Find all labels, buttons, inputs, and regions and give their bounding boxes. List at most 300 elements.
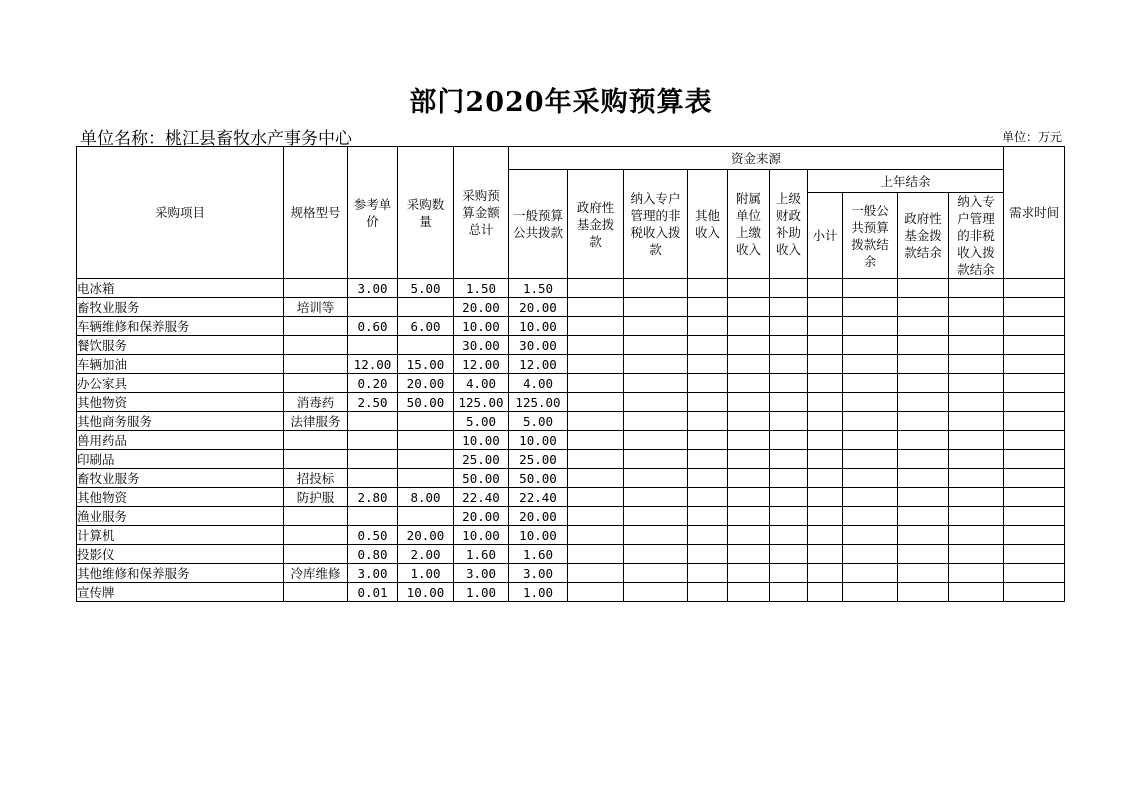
empty-cell xyxy=(898,545,949,564)
quantity-cell xyxy=(398,450,454,469)
empty-cell xyxy=(843,469,898,488)
general-budget-cell: 50.00 xyxy=(509,469,568,488)
empty-cell xyxy=(568,431,624,450)
empty-cell xyxy=(1004,564,1065,583)
empty-cell xyxy=(568,355,624,374)
empty-cell xyxy=(624,431,688,450)
empty-cell xyxy=(688,374,728,393)
empty-cell xyxy=(568,336,624,355)
spec-cell xyxy=(284,279,348,298)
empty-cell xyxy=(898,507,949,526)
empty-cell xyxy=(728,336,770,355)
general-budget-cell: 25.00 xyxy=(509,450,568,469)
empty-cell xyxy=(949,488,1004,507)
empty-cell xyxy=(688,393,728,412)
item-cell: 兽用药品 xyxy=(77,431,284,450)
empty-cell xyxy=(770,279,808,298)
empty-cell xyxy=(949,431,1004,450)
empty-cell xyxy=(688,583,728,602)
spec-cell: 法律服务 xyxy=(284,412,348,431)
header-gov-fund: 政府性 基金拨 款 xyxy=(568,170,624,279)
empty-cell xyxy=(808,279,843,298)
total-cell: 5.00 xyxy=(454,412,509,431)
empty-cell xyxy=(624,583,688,602)
empty-cell xyxy=(688,526,728,545)
empty-cell xyxy=(770,374,808,393)
empty-cell xyxy=(568,374,624,393)
unit-price-cell: 0.60 xyxy=(348,317,398,336)
unit-price-cell xyxy=(348,431,398,450)
empty-cell xyxy=(770,412,808,431)
unit-price-cell xyxy=(348,336,398,355)
spec-cell: 培训等 xyxy=(284,298,348,317)
quantity-cell xyxy=(398,412,454,431)
empty-cell xyxy=(1004,355,1065,374)
item-cell: 餐饮服务 xyxy=(77,336,284,355)
unit-price-cell xyxy=(348,298,398,317)
procurement-budget-table xyxy=(76,146,1065,602)
table-row xyxy=(77,317,1065,336)
empty-cell xyxy=(843,507,898,526)
empty-cell xyxy=(949,355,1004,374)
table-row xyxy=(77,336,1065,355)
header-non-tax: 纳入专户 管理的非 税收入拨 款 xyxy=(624,170,688,279)
empty-cell xyxy=(770,545,808,564)
empty-cell xyxy=(624,336,688,355)
empty-cell xyxy=(728,355,770,374)
empty-cell xyxy=(568,393,624,412)
empty-cell xyxy=(898,469,949,488)
unit-price-cell: 3.00 xyxy=(348,279,398,298)
quantity-cell xyxy=(398,336,454,355)
empty-cell xyxy=(728,412,770,431)
total-cell: 50.00 xyxy=(454,469,509,488)
header-demand-time: 需求时间 xyxy=(1004,147,1065,279)
empty-cell xyxy=(1004,336,1065,355)
spec-cell xyxy=(284,355,348,374)
empty-cell xyxy=(843,393,898,412)
empty-cell xyxy=(728,488,770,507)
empty-cell xyxy=(1004,374,1065,393)
header-other-income: 其他 收入 xyxy=(688,170,728,279)
table-row xyxy=(77,450,1065,469)
empty-cell xyxy=(624,355,688,374)
spec-cell xyxy=(284,507,348,526)
empty-cell xyxy=(568,507,624,526)
empty-cell xyxy=(808,393,843,412)
header-prev-general: 一般公 共预算 拨款结 余 xyxy=(843,193,898,279)
empty-cell xyxy=(843,317,898,336)
header-affiliated: 附属 单位 上缴 收入 xyxy=(728,170,770,279)
spec-cell: 招投标 xyxy=(284,469,348,488)
header-prev-year: 上年结余 xyxy=(808,170,1004,193)
empty-cell xyxy=(843,412,898,431)
empty-cell xyxy=(898,526,949,545)
empty-cell xyxy=(1004,469,1065,488)
empty-cell xyxy=(898,488,949,507)
quantity-cell: 50.00 xyxy=(398,393,454,412)
empty-cell xyxy=(728,279,770,298)
unit-name: 单位名称：桃江县畜牧水产事务中心 xyxy=(80,129,352,149)
general-budget-cell: 1.60 xyxy=(509,545,568,564)
empty-cell xyxy=(1004,450,1065,469)
empty-cell xyxy=(1004,583,1065,602)
empty-cell xyxy=(949,298,1004,317)
unit-price-cell: 0.01 xyxy=(348,583,398,602)
unit-price-cell: 3.00 xyxy=(348,564,398,583)
empty-cell xyxy=(770,450,808,469)
empty-cell xyxy=(624,393,688,412)
empty-cell xyxy=(770,507,808,526)
table-row xyxy=(77,564,1065,583)
table-row xyxy=(77,469,1065,488)
empty-cell xyxy=(728,317,770,336)
empty-cell xyxy=(898,393,949,412)
general-budget-cell: 3.00 xyxy=(509,564,568,583)
table-row xyxy=(77,583,1065,602)
quantity-cell: 2.00 xyxy=(398,545,454,564)
empty-cell xyxy=(1004,526,1065,545)
item-cell: 其他物资 xyxy=(77,393,284,412)
empty-cell xyxy=(568,583,624,602)
total-cell: 25.00 xyxy=(454,450,509,469)
unit-price-cell xyxy=(348,469,398,488)
total-cell: 4.00 xyxy=(454,374,509,393)
item-cell: 印刷品 xyxy=(77,450,284,469)
empty-cell xyxy=(770,488,808,507)
empty-cell xyxy=(728,469,770,488)
empty-cell xyxy=(898,412,949,431)
empty-cell xyxy=(568,526,624,545)
empty-cell xyxy=(898,431,949,450)
general-budget-cell: 1.00 xyxy=(509,583,568,602)
header-quantity: 采购数 量 xyxy=(398,147,454,279)
empty-cell xyxy=(949,412,1004,431)
empty-cell xyxy=(624,374,688,393)
empty-cell xyxy=(688,279,728,298)
table-row xyxy=(77,526,1065,545)
empty-cell xyxy=(688,298,728,317)
unit-price-cell: 0.50 xyxy=(348,526,398,545)
empty-cell xyxy=(728,545,770,564)
general-budget-cell: 30.00 xyxy=(509,336,568,355)
empty-cell xyxy=(949,545,1004,564)
empty-cell xyxy=(624,412,688,431)
empty-cell xyxy=(770,431,808,450)
page-title: 部门2020年采购预算表 xyxy=(409,87,713,118)
empty-cell xyxy=(1004,393,1065,412)
empty-cell xyxy=(808,469,843,488)
empty-cell xyxy=(843,450,898,469)
table-row xyxy=(77,279,1065,298)
empty-cell xyxy=(898,564,949,583)
unit-price-cell: 0.20 xyxy=(348,374,398,393)
header-subtotal: 小计 xyxy=(808,193,843,279)
header-unit-price: 参考单 价 xyxy=(348,147,398,279)
empty-cell xyxy=(728,507,770,526)
empty-cell xyxy=(898,583,949,602)
empty-cell xyxy=(770,583,808,602)
empty-cell xyxy=(688,317,728,336)
empty-cell xyxy=(808,336,843,355)
header-fund-source: 资金来源 xyxy=(509,147,1004,170)
table-row xyxy=(77,412,1065,431)
empty-cell xyxy=(898,336,949,355)
empty-cell xyxy=(568,412,624,431)
item-cell: 电冰箱 xyxy=(77,279,284,298)
empty-cell xyxy=(568,298,624,317)
item-cell: 宣传牌 xyxy=(77,583,284,602)
empty-cell xyxy=(728,374,770,393)
general-budget-cell: 10.00 xyxy=(509,526,568,545)
total-cell: 1.00 xyxy=(454,583,509,602)
empty-cell xyxy=(1004,298,1065,317)
empty-cell xyxy=(949,564,1004,583)
header-prev-non-tax: 纳入专 户管理 的非税 收入拨 款结余 xyxy=(949,193,1004,279)
header-superior: 上级 财政 补助 收入 xyxy=(770,170,808,279)
empty-cell xyxy=(688,450,728,469)
quantity-cell: 5.00 xyxy=(398,279,454,298)
empty-cell xyxy=(808,355,843,374)
general-budget-cell: 5.00 xyxy=(509,412,568,431)
empty-cell xyxy=(688,507,728,526)
empty-cell xyxy=(624,488,688,507)
empty-cell xyxy=(949,583,1004,602)
empty-cell xyxy=(843,526,898,545)
empty-cell xyxy=(688,336,728,355)
total-cell: 22.40 xyxy=(454,488,509,507)
header-prev-gov-fund: 政府性 基金拨 款结余 xyxy=(898,193,949,279)
empty-cell xyxy=(624,279,688,298)
empty-cell xyxy=(1004,317,1065,336)
empty-cell xyxy=(843,298,898,317)
empty-cell xyxy=(843,583,898,602)
empty-cell xyxy=(949,507,1004,526)
empty-cell xyxy=(808,583,843,602)
quantity-cell: 6.00 xyxy=(398,317,454,336)
empty-cell xyxy=(898,298,949,317)
quantity-cell: 1.00 xyxy=(398,564,454,583)
item-cell: 投影仪 xyxy=(77,545,284,564)
empty-cell xyxy=(1004,279,1065,298)
spec-cell: 消毒药 xyxy=(284,393,348,412)
empty-cell xyxy=(949,450,1004,469)
quantity-cell: 8.00 xyxy=(398,488,454,507)
empty-cell xyxy=(843,279,898,298)
empty-cell xyxy=(949,393,1004,412)
empty-cell xyxy=(624,564,688,583)
empty-cell xyxy=(688,431,728,450)
empty-cell xyxy=(808,374,843,393)
empty-cell xyxy=(808,545,843,564)
spec-cell xyxy=(284,374,348,393)
empty-cell xyxy=(624,545,688,564)
empty-cell xyxy=(624,298,688,317)
spec-cell: 冷库维修 xyxy=(284,564,348,583)
empty-cell xyxy=(624,450,688,469)
item-cell: 其他维修和保养服务 xyxy=(77,564,284,583)
total-cell: 10.00 xyxy=(454,317,509,336)
empty-cell xyxy=(728,450,770,469)
total-cell: 3.00 xyxy=(454,564,509,583)
empty-cell xyxy=(728,298,770,317)
empty-cell xyxy=(898,355,949,374)
spec-cell xyxy=(284,431,348,450)
empty-cell xyxy=(949,317,1004,336)
quantity-cell: 20.00 xyxy=(398,374,454,393)
empty-cell xyxy=(949,336,1004,355)
table-row xyxy=(77,507,1065,526)
empty-cell xyxy=(568,545,624,564)
empty-cell xyxy=(624,317,688,336)
empty-cell xyxy=(568,488,624,507)
empty-cell xyxy=(808,431,843,450)
empty-cell xyxy=(688,469,728,488)
spec-cell xyxy=(284,450,348,469)
empty-cell xyxy=(728,526,770,545)
total-cell: 20.00 xyxy=(454,507,509,526)
table-row xyxy=(77,431,1065,450)
empty-cell xyxy=(770,469,808,488)
empty-cell xyxy=(688,355,728,374)
total-cell: 10.00 xyxy=(454,526,509,545)
quantity-cell xyxy=(398,507,454,526)
item-cell: 车辆加油 xyxy=(77,355,284,374)
header-spec: 规格型号 xyxy=(284,147,348,279)
empty-cell xyxy=(808,317,843,336)
empty-cell xyxy=(688,564,728,583)
quantity-cell xyxy=(398,298,454,317)
item-cell: 车辆维修和保养服务 xyxy=(77,317,284,336)
spec-cell xyxy=(284,336,348,355)
general-budget-cell: 1.50 xyxy=(509,279,568,298)
item-cell: 其他物资 xyxy=(77,488,284,507)
empty-cell xyxy=(843,545,898,564)
table-row xyxy=(77,488,1065,507)
quantity-cell xyxy=(398,431,454,450)
empty-cell xyxy=(898,450,949,469)
empty-cell xyxy=(688,412,728,431)
general-budget-cell: 125.00 xyxy=(509,393,568,412)
empty-cell xyxy=(568,469,624,488)
quantity-cell xyxy=(398,469,454,488)
spec-cell xyxy=(284,583,348,602)
empty-cell xyxy=(808,450,843,469)
header-item: 采购项目 xyxy=(77,147,284,279)
unit-price-cell xyxy=(348,412,398,431)
general-budget-cell: 20.00 xyxy=(509,507,568,526)
empty-cell xyxy=(770,355,808,374)
empty-cell xyxy=(949,526,1004,545)
empty-cell xyxy=(808,298,843,317)
general-budget-cell: 12.00 xyxy=(509,355,568,374)
total-cell: 30.00 xyxy=(454,336,509,355)
empty-cell xyxy=(808,507,843,526)
total-cell: 125.00 xyxy=(454,393,509,412)
empty-cell xyxy=(843,374,898,393)
quantity-cell: 15.00 xyxy=(398,355,454,374)
total-cell: 12.00 xyxy=(454,355,509,374)
empty-cell xyxy=(898,374,949,393)
empty-cell xyxy=(808,412,843,431)
header-general-budget: 一般预算 公共拨款 xyxy=(509,170,568,279)
empty-cell xyxy=(568,279,624,298)
unit-price-cell xyxy=(348,507,398,526)
empty-cell xyxy=(770,393,808,412)
total-cell: 20.00 xyxy=(454,298,509,317)
empty-cell xyxy=(728,393,770,412)
empty-cell xyxy=(1004,507,1065,526)
empty-cell xyxy=(568,450,624,469)
empty-cell xyxy=(949,469,1004,488)
table-row xyxy=(77,355,1065,374)
empty-cell xyxy=(568,564,624,583)
item-cell: 畜牧业服务 xyxy=(77,298,284,317)
empty-cell xyxy=(624,526,688,545)
empty-cell xyxy=(770,564,808,583)
empty-cell xyxy=(770,336,808,355)
spec-cell xyxy=(284,545,348,564)
empty-cell xyxy=(949,374,1004,393)
empty-cell xyxy=(624,507,688,526)
empty-cell xyxy=(1004,545,1065,564)
quantity-cell: 20.00 xyxy=(398,526,454,545)
unit-price-cell: 0.80 xyxy=(348,545,398,564)
empty-cell xyxy=(1004,412,1065,431)
general-budget-cell: 20.00 xyxy=(509,298,568,317)
total-cell: 1.60 xyxy=(454,545,509,564)
empty-cell xyxy=(1004,431,1065,450)
empty-cell xyxy=(843,355,898,374)
unit-price-cell: 2.50 xyxy=(348,393,398,412)
empty-cell xyxy=(728,431,770,450)
empty-cell xyxy=(898,279,949,298)
empty-cell xyxy=(808,488,843,507)
quantity-cell: 10.00 xyxy=(398,583,454,602)
empty-cell xyxy=(688,545,728,564)
total-cell: 1.50 xyxy=(454,279,509,298)
empty-cell xyxy=(808,564,843,583)
empty-cell xyxy=(843,431,898,450)
empty-cell xyxy=(808,526,843,545)
empty-cell xyxy=(770,317,808,336)
empty-cell xyxy=(843,488,898,507)
spec-cell xyxy=(284,526,348,545)
table-row xyxy=(77,298,1065,317)
general-budget-cell: 10.00 xyxy=(509,317,568,336)
total-cell: 10.00 xyxy=(454,431,509,450)
item-cell: 办公家具 xyxy=(77,374,284,393)
empty-cell xyxy=(728,564,770,583)
item-cell: 畜牧业服务 xyxy=(77,469,284,488)
table-row xyxy=(77,374,1065,393)
item-cell: 渔业服务 xyxy=(77,507,284,526)
unit-price-cell xyxy=(348,450,398,469)
empty-cell xyxy=(624,469,688,488)
empty-cell xyxy=(770,526,808,545)
general-budget-cell: 22.40 xyxy=(509,488,568,507)
item-cell: 其他商务服务 xyxy=(77,412,284,431)
header-total: 采购预 算金额 总计 xyxy=(454,147,509,279)
empty-cell xyxy=(728,583,770,602)
empty-cell xyxy=(843,336,898,355)
general-budget-cell: 4.00 xyxy=(509,374,568,393)
empty-cell xyxy=(1004,488,1065,507)
table-row xyxy=(77,545,1065,564)
general-budget-cell: 10.00 xyxy=(509,431,568,450)
table-row xyxy=(77,393,1065,412)
unit-price-cell: 12.00 xyxy=(348,355,398,374)
